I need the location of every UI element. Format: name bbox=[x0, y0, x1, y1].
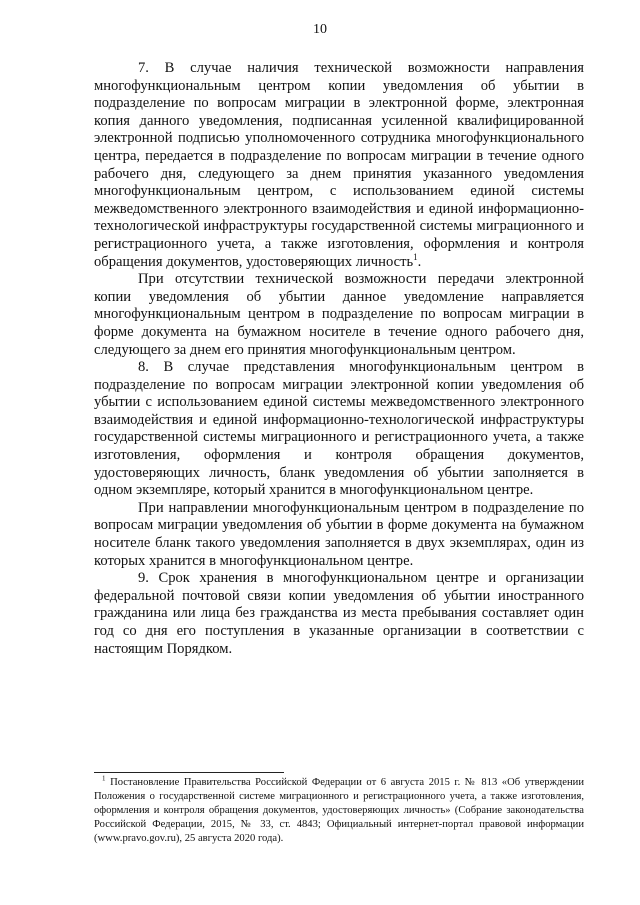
paragraph-9: 9. Срок хранения в многофункциональном центре и организации федеральной почтовой связи копии уведомления об убытии иностранного гражданина или лица без гражданства из места пребывания составляет один год со дня его поступления в указанные организации в соответствии с настоящим Порядком. bbox=[94, 570, 584, 657]
footnote-divider bbox=[94, 772, 284, 773]
paragraph-7-tail: . bbox=[417, 253, 422, 270]
footnote-reference: 1 bbox=[413, 251, 418, 262]
paragraph-7 bbox=[94, 60, 584, 271]
paragraph-8-continued: При направлении многофункциональным центром в подразделение по вопросам миграции уведомления об убытии в форме документа на бумажном носителе бланк такого уведомления заполняется в двух экземплярах, один из которых хранится в многофункциональном центре. bbox=[94, 499, 584, 569]
footnote-marker: 1 bbox=[102, 774, 106, 783]
footnote bbox=[94, 776, 584, 846]
paragraph-7-text: 7. В случае наличия технической возможности направления многофункциональным центром копии уведомления об убытии в подразделение по вопросам миграции в электронной форме, электронная копия данного уведомления, подписанная усиленной квалифицированной электронной подписью уполномоченного сотрудника многофункционального центра, передается в подразделение по вопросам миграции в течение одного рабочего дня, следующего за днем принятия указанного уведомления многофункциональным центром, с использованием единой системы межведомственного электронного взаимодействия и единой информационно-технологической инфраструктуры государственной системы миграционного и регистрационного учета, а также изготовления, оформления и контроля обращения документов, удостоверяющих личность bbox=[94, 60, 584, 270]
paragraph-8: 8. В случае представления многофункциональным центром в подразделение по вопросам миграции электронной копии уведомления об убытии с использованием единой системы межведомственного электронного взаимодействия и единой информационно-технологической инфраструктуры государственной системы миграционного и регистрационного учета, а также изготовления, оформления и контроля обращения документов, удостоверяющих личность, бланк уведомления об убытии заполняется в одном экземпляре, который хранится в многофункциональном центре. bbox=[94, 359, 584, 499]
page-number: 10 bbox=[313, 22, 327, 37]
paragraph-7-continued: При отсутствии технической возможности передачи электронной копии уведомления об убытии данное уведомление направляется многофункциональным центром в подразделение по вопросам миграции в форме документа на бумажном носителе в течение одного рабочего дня, следующего за днем его принятия многофункциональным центром. bbox=[94, 271, 584, 358]
footnote-text: Постановление Правительства Российской Федерации от 6 августа 2015 г. № 813 «Об утверждении Положения о государственной системе миграционного и регистрационного учета, а также изготовления, оформления и контроля обращения документов, удостоверяющих личность» (Собрание законодательства Российской Федерации, 2015, № 33, ст. 4843; Официальный интернет-портал правовой информации (www.pravo.gov.ru), 25 августа 2020 года). bbox=[94, 777, 584, 844]
document-body bbox=[94, 60, 584, 658]
